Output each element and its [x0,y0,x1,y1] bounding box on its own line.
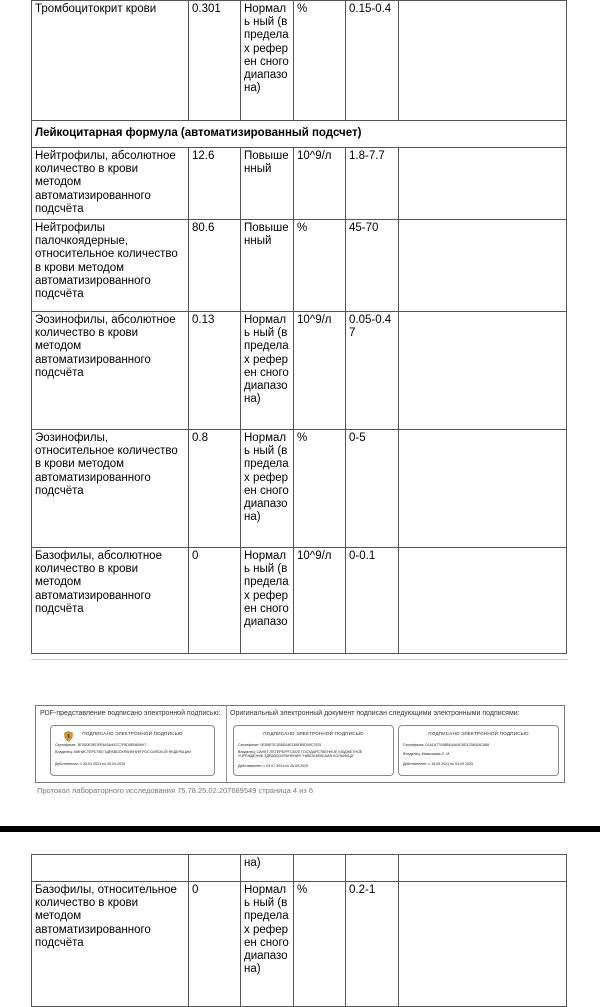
test-range: 0-0.1 [346,548,399,654]
test-unit: % [294,882,346,1007]
signature-validity: Действителен: с 18.09.2024 по 03.09.2025 [403,762,474,766]
test-comment [399,220,567,312]
table-row [32,312,567,430]
test-unit: 10^9/л [294,548,346,654]
test-status-continuation: на) [241,855,294,882]
test-name: Базофилы, относительное количество в крови методом автоматизированного подсчёта [32,882,189,1007]
test-unit: % [294,220,346,312]
page-break-bar [0,826,600,832]
test-value: 0.301 [189,1,241,121]
signature-owner: Владелец: САНКТ-ПЕТЕРБУРГСКОЕ ГОСУДАРСТВЕННОЕ БЮДЖЕТНОЕ УЧРЕЖДЕНИЕ ЗДРАВООХРАНЕНИЯ "НИКОЛАЕВСКАЯ БОЛЬНИЦА" [238,750,363,759]
test-unit: 10^9/л [294,312,346,430]
test-status: Нормаль ный (в предела х референ сного диапазо [241,548,294,654]
original-signature-header: Оригинальный электронный документ подписан следующими электронными подписями: [230,710,520,717]
test-comment [399,548,567,654]
results-table-page5 [31,854,567,1007]
signature-card [50,725,215,776]
table-row [32,220,567,312]
test-value: 0.8 [189,430,241,548]
test-value: 80.6 [189,220,241,312]
results-table-page4 [31,0,567,654]
signature-owner: Владелец: Мамышева О. М. [403,752,451,756]
test-name: Тромбоцитокрит крови [32,1,189,121]
test-range: 0.2-1 [346,882,399,1007]
signature-owner: Владелец: МИНИСТЕРСТВО ЗДРАВООХРАНЕНИЯ РОССИЙСКОЙ ФЕДЕРАЦИИ [55,750,191,754]
test-unit: 10^9/л [294,148,346,220]
test-comment [399,882,567,1007]
test-comment [399,312,567,430]
signature-card [398,725,559,776]
test-comment [399,1,567,121]
test-status: Нормаль ный (в предела х референ сного диапазо на) [241,312,294,430]
signature-card-title: ПОДПИСАНО ЭЛЕКТРОННОЙ ПОДПИСЬЮ [82,731,183,736]
test-range: 0.05-0.47 [346,312,399,430]
test-name: Эозинофилы, абсолютное количество в крови методом автоматизированного подсчёта [32,312,189,430]
table-row [32,882,567,1007]
test-value: 0 [189,548,241,654]
signature-card-title: ПОДПИСАНО ЭЛЕКТРОННОЙ ПОДПИСЬЮ [428,731,529,736]
test-status: Повыше нный [241,148,294,220]
test-value: 0 [189,882,241,1007]
signature-divider [226,706,227,782]
test-value: 12.6 [189,148,241,220]
test-unit: % [294,1,346,121]
table-row [32,1,567,121]
section-row [32,121,567,148]
test-unit: % [294,430,346,548]
test-comment [399,148,567,220]
test-range: 1.8-7.7 [346,148,399,220]
signature-card-title: ПОДПИСАНО ЭЛЕКТРОННОЙ ПОДПИСЬЮ [263,731,364,736]
test-range: 0-5 [346,430,399,548]
test-name: Базофилы, абсолютное количество в крови методом автоматизированного подсчёта [32,548,189,654]
signature-cert: Сертификат: 0ED8E3C1B5D04E1891B5D09C7025 [238,743,322,747]
table-row [32,548,567,654]
test-status: Нормаль ный (в предела х референ сного диапазо на) [241,430,294,548]
test-range: 0.15-0.4 [346,1,399,121]
test-name: Нейтрофилы палочкоядерные, относительное количество в крови методом автоматизированного подсчёта [32,220,189,312]
signature-block [35,705,565,783]
table-row [32,430,567,548]
test-status: Нормаль ный (в предела х референ сного диапазо на) [241,1,294,121]
test-status: Нормаль ный (в предела х референ сного диапазо на) [241,882,294,1007]
test-name: Эозинофилы, относительное количество в крови методом автоматизированного подсчёта [32,430,189,548]
section-title: Лейкоцитарная формула (автоматизированный подсчет) [32,121,567,148]
signature-cert: Сертификат: 3E0D0E0EDFE4A0A4A7C7F8D6EB69A97 [55,743,147,747]
signature-card [233,725,394,776]
test-value: 0.13 [189,312,241,430]
signature-validity: Действителен: с 25.01.2024 по 20.04.2025 [55,762,126,766]
pdf-signature-header: PDF-представление подписано электронной подписью: [40,710,221,717]
test-range: 45-70 [346,220,399,312]
table-row [32,148,567,220]
table-row-continuation [32,855,567,882]
test-name: Нейтрофилы, абсолютное количество в крови методом автоматизированного подсчёта [32,148,189,220]
protocol-footer: Протокол лабораторного исследования 75.78.25.02.207689549 страница 4 из 6 [37,786,313,795]
test-status: Повыше нный [241,220,294,312]
page-footer-divider [31,659,568,660]
signature-validity: Действителен: с 03.07.2024 по 26.09.2025 [238,764,309,768]
signature-cert: Сертификат: 01A1A77048B4A4A9C8D1238918C888 [403,743,490,747]
test-comment [399,430,567,548]
